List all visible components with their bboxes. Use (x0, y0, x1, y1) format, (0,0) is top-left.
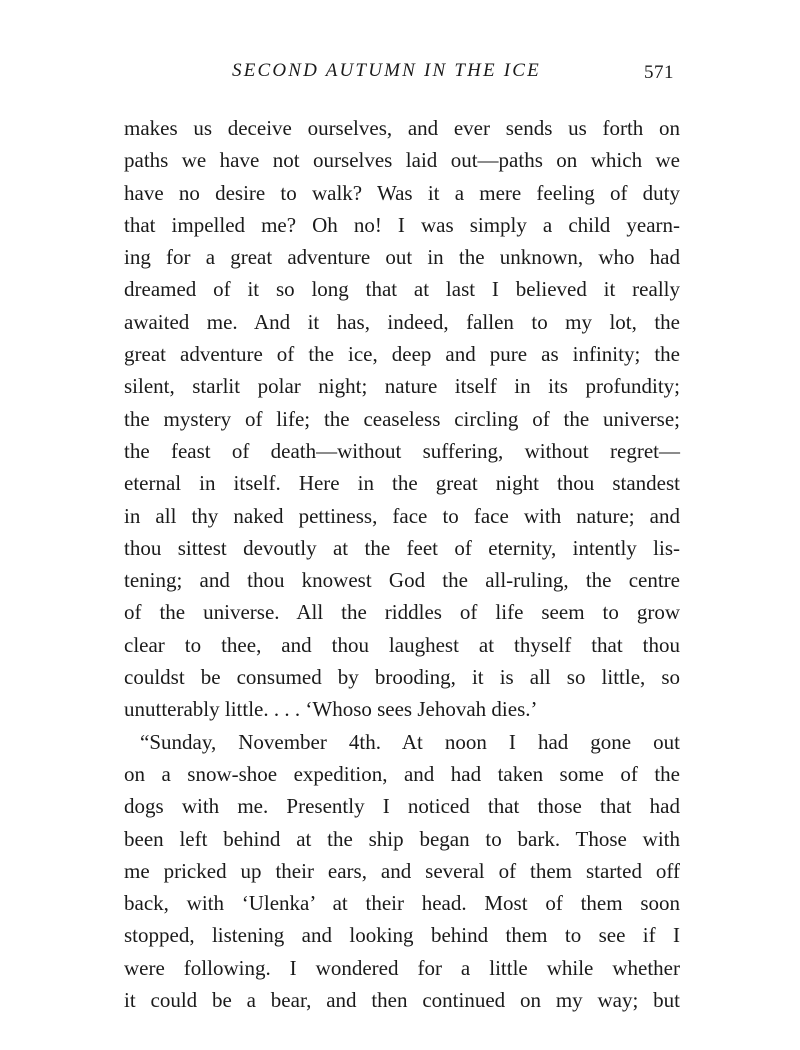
body-text (124, 112, 680, 1016)
text-line: awaited me. And it has, indeed, fallen to my lot, the (124, 309, 680, 334)
page-number: 571 (644, 62, 674, 83)
text-line: it could be a bear, and then continued on my way; but (124, 988, 680, 1013)
text-line: the mystery of life; the ceaseless circling of the universe; (124, 406, 680, 431)
text-line: clear to thee, and thou laughest at thyself that thou (124, 632, 680, 657)
text-line: tening; and thou knowest God the all-ruling, the centre (124, 568, 680, 593)
text-line: couldst be consumed by brooding, it is all so little, so (124, 665, 680, 690)
text-line: makes us deceive ourselves, and ever sends us forth on (124, 116, 680, 140)
text-line: thou sittest devoutly at the feet of eternity, intently lis- (124, 535, 680, 560)
text-line: paths we have not ourselves laid out—paths on which we (124, 148, 680, 173)
text-line: were following. I wondered for a little while whether (124, 955, 680, 980)
text-line: on a snow-shoe expedition, and had taken some of the (124, 761, 680, 786)
text-line: that impelled me? Oh no! I was simply a child yearn- (124, 212, 680, 237)
text-line: dreamed of it so long that at last I believed it really (124, 277, 680, 302)
paragraph-start-line: “Sunday, November 4th. At noon I had gone out (140, 729, 680, 754)
text-line: back, with ‘Ulenka’ at their head. Most of them soon (124, 891, 680, 916)
text-line: have no desire to walk? Was it a mere feeling of duty (124, 180, 680, 205)
text-line: me pricked up their ears, and several of them started off (124, 858, 680, 883)
text-line: ing for a great adventure out in the unknown, who had (124, 245, 680, 270)
running-head (120, 60, 680, 90)
text-line: been left behind at the ship began to bark. Those with (124, 826, 680, 851)
paragraph-end-line: unutterably little. . . . ‘Whoso sees Jehovah dies.’ (124, 697, 538, 722)
text-line: silent, starlit polar night; nature itself in its profundity; (124, 374, 680, 399)
text-line: eternal in itself. Here in the great night thou standest (124, 471, 680, 496)
running-title: SECOND AUTUMN IN THE ICE (232, 60, 541, 81)
text-line: dogs with me. Presently I noticed that those that had (124, 794, 680, 819)
text-line: of the universe. All the riddles of life seem to grow (124, 600, 680, 625)
text-line: in all thy naked pettiness, face to face with nature; and (124, 503, 680, 528)
text-line: stopped, listening and looking behind them to see if I (124, 923, 680, 948)
text-line: the feast of death—without suffering, without regret— (124, 438, 680, 463)
text-line: great adventure of the ice, deep and pure as infinity; the (124, 342, 680, 367)
